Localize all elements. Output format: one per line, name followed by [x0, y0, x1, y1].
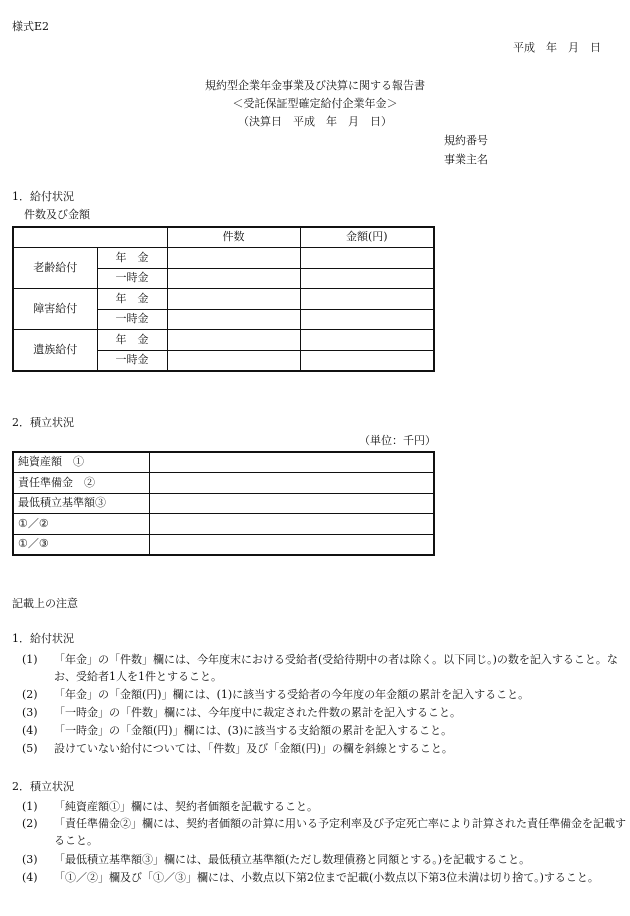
count-cell[interactable]	[167, 289, 300, 310]
note-text: 「年金」の「件数」欄には、今年度末における受給者(受給待期中の者は除く。以下同じ。)の数を記入すること。なお、受給者1人を1件とすること。	[54, 653, 618, 683]
note-number: (2)	[22, 688, 38, 701]
employer-name-label: 事業主名	[444, 153, 488, 166]
note-number: (2)	[22, 817, 38, 830]
value-cell[interactable]	[149, 473, 434, 494]
report-date: 平成 年 月 日	[513, 41, 601, 54]
count-cell[interactable]	[167, 268, 300, 289]
table-row	[13, 473, 434, 494]
note-item	[22, 815, 626, 849]
sub-lump-sum: 一時金	[97, 268, 167, 289]
table-row	[13, 534, 434, 555]
note-text: 「一時金」の「金額(円)」欄には、(3)に該当する支給額の累計を記入すること。	[54, 724, 453, 737]
value-cell[interactable]	[149, 452, 434, 473]
note-item	[22, 722, 626, 739]
category-survivor: 遺族給付	[13, 330, 97, 371]
count-cell[interactable]	[167, 350, 300, 371]
notes-group2-heading: 2．積立状況	[12, 780, 74, 793]
note-text: 「年金」の「金額(円)」欄には、(1)に該当する受給者の今年度の年金額の累計を記入すること。	[54, 688, 530, 701]
note-number: (5)	[22, 742, 38, 755]
section1-heading: 1．給付状況	[12, 190, 74, 203]
note-text: 設けていない給付については、「件数」及び「金額(円)」の欄を斜線とすること。	[54, 742, 453, 755]
note-item	[22, 851, 626, 868]
note-text: 「純資産額①」欄には、契約者価額を記載すること。	[54, 800, 318, 813]
sub-lump-sum: 一時金	[97, 309, 167, 330]
amount-cell[interactable]	[300, 248, 434, 269]
row-label: 最低積立基準額③	[13, 493, 149, 514]
value-cell[interactable]	[149, 493, 434, 514]
value-cell[interactable]	[149, 514, 434, 535]
header-amount: 金額(円)	[300, 227, 434, 248]
report-subtitle: ＜受託保証型確定給付企業年金＞	[232, 97, 398, 110]
header-count: 件数	[167, 227, 300, 248]
sub-lump-sum: 一時金	[97, 350, 167, 371]
count-cell[interactable]	[167, 248, 300, 269]
row-label: ①／②	[13, 514, 149, 535]
count-cell[interactable]	[167, 330, 300, 351]
benefit-table	[12, 226, 435, 372]
category-old-age: 老齢給付	[13, 248, 97, 289]
note-text: 「一時金」の「件数」欄には、今年度中に裁定された件数の累計を記入すること。	[54, 706, 461, 719]
amount-cell[interactable]	[300, 330, 434, 351]
section1-subheading: 件数及び金額	[24, 208, 90, 221]
note-item	[22, 869, 626, 886]
table-row	[13, 248, 434, 269]
sub-pension: 年 金	[97, 289, 167, 310]
header-blank	[13, 227, 167, 248]
amount-cell[interactable]	[300, 268, 434, 289]
report-title: 規約型企業年金事業及び決算に関する報告書	[205, 79, 425, 92]
amount-cell[interactable]	[300, 350, 434, 371]
note-text: 「①／②」欄及び「①／③」欄には、小数点以下第2位まで記載(小数点以下第3位未満は切り捨て。)すること。	[54, 871, 599, 884]
note-number: (1)	[22, 800, 38, 813]
contract-number-label: 規約番号	[444, 134, 488, 147]
table-row	[13, 289, 434, 310]
row-label: ①／③	[13, 534, 149, 555]
closing-date: （決算日 平成 年 月 日）	[238, 115, 392, 128]
amount-cell[interactable]	[300, 289, 434, 310]
table-row	[13, 514, 434, 535]
form-id: 様式E2	[12, 20, 50, 33]
note-text: 「最低積立基準額③」欄には、最低積立基準額(ただし数理債務と同額とする。)を記載すること。	[54, 853, 531, 866]
notes-group1-heading: 1．給付状況	[12, 632, 74, 645]
category-disability: 障害給付	[13, 289, 97, 330]
note-text: 「責任準備金②」欄には、契約者価額の計算に用いる予定利率及び予定死亡率により計算された責任準備金を記載すること。	[54, 817, 626, 847]
table-row	[13, 330, 434, 351]
sub-pension: 年 金	[97, 330, 167, 351]
note-number: (3)	[22, 706, 38, 719]
row-label: 純資産額 ①	[13, 452, 149, 473]
note-item	[22, 798, 626, 815]
sub-pension: 年 金	[97, 248, 167, 269]
unit-label: （単位：千円）	[359, 434, 436, 447]
note-item	[22, 651, 626, 685]
note-number: (3)	[22, 853, 38, 866]
table-row	[13, 452, 434, 473]
amount-cell[interactable]	[300, 309, 434, 330]
table-header-row	[13, 227, 434, 248]
row-label: 責任準備金 ②	[13, 473, 149, 494]
table-row	[13, 493, 434, 514]
value-cell[interactable]	[149, 534, 434, 555]
note-number: (1)	[22, 653, 38, 666]
note-number: (4)	[22, 724, 38, 737]
note-item	[22, 686, 626, 703]
section2-heading: 2．積立状況	[12, 416, 74, 429]
notes-heading: 記載上の注意	[12, 597, 78, 610]
count-cell[interactable]	[167, 309, 300, 330]
note-item	[22, 740, 626, 757]
note-item	[22, 704, 626, 721]
funding-table	[12, 451, 435, 556]
note-number: (4)	[22, 871, 38, 884]
